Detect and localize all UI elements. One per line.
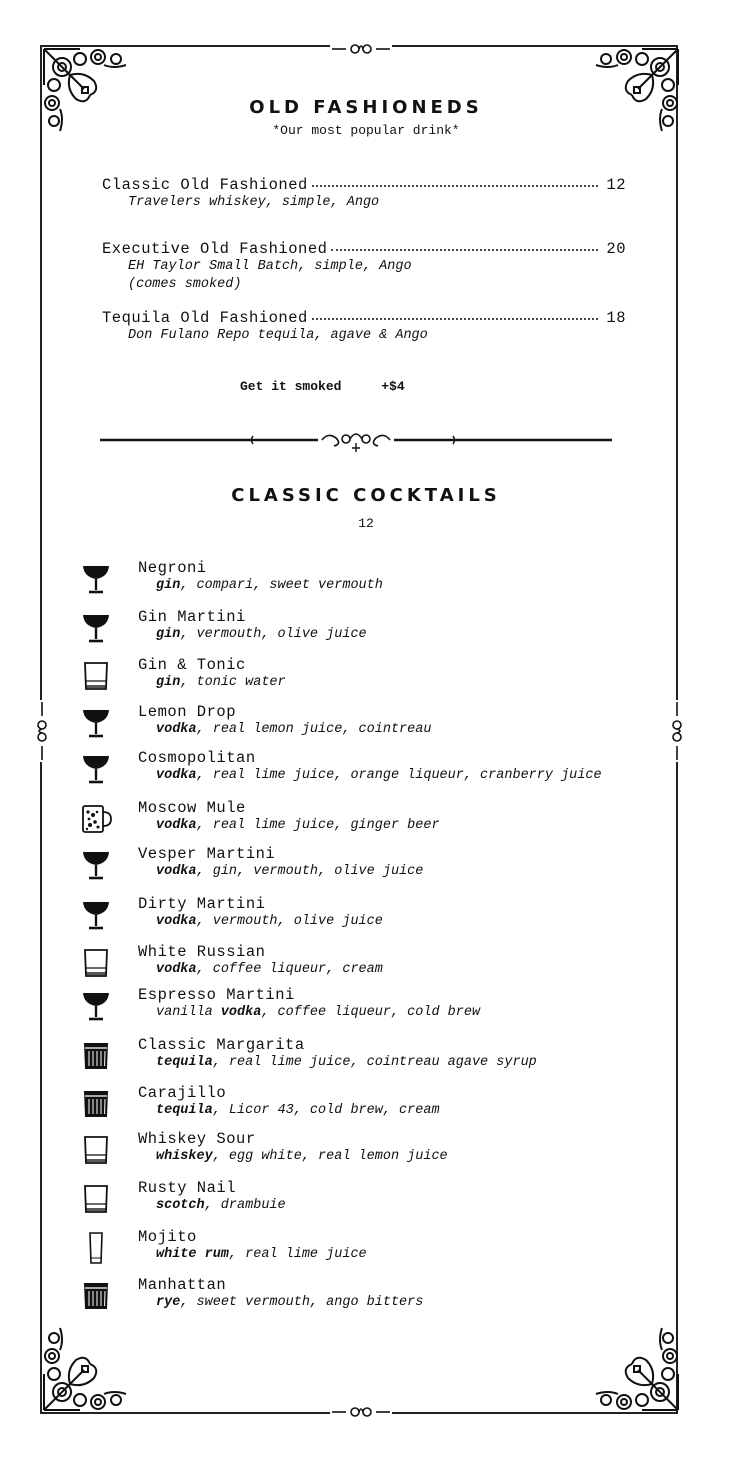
cocktail-name: Lemon Drop [138,703,237,721]
base-spirit: rye [156,1295,181,1310]
cocktail-item [80,1179,680,1223]
cocktail-name: Gin Martini [138,608,246,626]
cocktail-name: Manhattan [138,1276,227,1294]
cocktail-name: Carajillo [138,1084,227,1102]
cocktail-ingredients [156,864,423,879]
dot-leader [312,185,599,187]
cocktail-name: Classic Margarita [138,1036,305,1054]
ingredient-rest: , sweet vermouth, ango bitters [180,1295,424,1310]
cocktail-name: Mojito [138,1228,197,1246]
copper-mug-icon [80,803,112,835]
item-name: Executive Old Fashioned [102,240,328,258]
ingredient-rest: , Licor 43, cold brew, cream [212,1103,440,1118]
ingredient-rest: , vermouth, olive juice [180,627,367,642]
rocks-glass-icon [80,660,112,692]
old-fashioneds-title: OLD FASHIONEDS [249,97,483,118]
cocktail-ingredients [156,1295,423,1310]
base-spirit: vodka [156,864,197,879]
ingredient-rest: , real lime juice, ginger beer [196,818,440,833]
cocktail-item [80,1084,680,1128]
base-spirit: gin [156,578,181,593]
cocktail-ingredients [156,1198,286,1213]
base-spirit: white rum [156,1247,229,1262]
item-price: 12 [606,176,626,194]
top-ornament-icon [330,42,392,58]
cocktail-ingredients [156,722,431,737]
cocktail-item [80,559,680,603]
cocktail-item [80,656,680,700]
ingredient-rest: , real lime juice, orange liqueur, cranberry juice [196,768,602,783]
cocktail-name: Negroni [138,559,207,577]
ingredient-rest: , coffee liqueur, cold brew [261,1005,481,1020]
cocktail-item [80,1130,680,1174]
base-spirit: vodka [156,818,197,833]
cocktail-item [80,749,680,793]
item-price: 20 [606,240,626,258]
ingredient-rest: , compari, sweet vermouth [180,578,383,593]
smoked-price: +$4 [381,379,405,394]
cocktail-item [80,986,680,1030]
cocktail-item [80,1276,680,1320]
cocktail-ingredients [156,1149,448,1164]
old-fashioneds-subtitle: *Our most popular drink* [272,123,460,138]
cocktail-name: Moscow Mule [138,799,246,817]
cocktail-name: Espresso Martini [138,986,295,1004]
item-description: EH Taylor Small Batch, simple, Ango [128,259,412,274]
coupe-glass-icon [80,753,112,785]
cocktail-item [80,799,680,843]
bottom-ornament-icon [330,1403,392,1419]
cocktail-name: Cosmopolitan [138,749,256,767]
item-note: (comes smoked) [128,277,242,292]
rocks-glass-icon [80,947,112,979]
cocktail-ingredients [156,627,367,642]
ingredient-prefix: vanilla [156,1005,221,1020]
section-divider-icon [100,425,612,455]
coupe-glass-icon [80,849,112,881]
left-ornament-icon [33,700,51,762]
dot-leader [312,318,599,320]
base-spirit: tequila [156,1103,213,1118]
cocktail-ingredients [156,768,602,783]
base-spirit: vodka [156,722,197,737]
coupe-glass-icon [80,612,112,644]
coupe-glass-icon [80,990,112,1022]
ingredient-rest: , real lime juice, cointreau agave syrup [212,1055,537,1070]
cocktail-name: Dirty Martini [138,895,266,913]
item-description: Don Fulano Repo tequila, agave & Ango [128,328,428,343]
highball-glass-icon [80,1232,112,1264]
cocktail-name: Whiskey Sour [138,1130,256,1148]
base-spirit: vodka [156,962,197,977]
base-spirit: vodka [220,1005,262,1020]
item-name: Tequila Old Fashioned [102,309,308,327]
menu-item [102,309,626,345]
cocktail-item [80,1228,680,1272]
ingredient-rest: , real lime juice [228,1247,367,1262]
cocktail-name: Gin & Tonic [138,656,246,674]
menu-item [102,176,626,212]
ingredient-rest: , drambuie [204,1198,286,1213]
cocktail-ingredients [156,914,383,929]
cocktail-ingredients [156,1055,537,1070]
cocktail-ingredients [156,578,383,593]
dot-leader [331,249,598,251]
ingredient-rest: , vermouth, olive juice [196,914,383,929]
cocktail-item [80,608,680,652]
cocktail-item [80,1036,680,1080]
ingredient-rest: , gin, vermouth, olive juice [196,864,424,879]
cocktail-ingredients [156,962,383,977]
item-price: 18 [606,309,626,327]
cocktail-name: Rusty Nail [138,1179,237,1197]
coupe-glass-icon [80,707,112,739]
classic-cocktails-title: CLASSIC COCKTAILS [231,485,501,506]
cocktail-ingredients [156,675,286,690]
cocktail-item [80,895,680,939]
cocktail-ingredients [156,1247,367,1262]
item-name: Classic Old Fashioned [102,176,308,194]
classic-cocktails-price: 12 [358,516,374,531]
smoked-upcharge [240,379,405,394]
cocktail-ingredients [156,818,440,833]
base-spirit: tequila [156,1055,213,1070]
ingredient-rest: , coffee liqueur, cream [196,962,383,977]
filled-tumbler-icon [80,1088,112,1120]
filled-tumbler-icon [80,1040,112,1072]
cocktail-item [80,943,680,987]
ingredient-rest: , real lemon juice, cointreau [196,722,432,737]
coupe-glass-icon [80,899,112,931]
menu-item [102,240,626,294]
base-spirit: scotch [156,1198,205,1213]
coupe-glass-icon [80,563,112,595]
rocks-glass-icon [80,1183,112,1215]
cocktail-name: White Russian [138,943,266,961]
base-spirit: gin [156,627,181,642]
rocks-glass-icon [80,1134,112,1166]
cocktail-item [80,703,680,747]
corner-flourish-icon [582,1314,682,1414]
smoked-label: Get it smoked [240,379,342,394]
item-description: Travelers whiskey, simple, Ango [128,195,380,210]
cocktail-ingredients [156,1103,440,1118]
filled-tumbler-icon [80,1280,112,1312]
cocktail-ingredients [156,1005,480,1020]
ingredient-rest: , egg white, real lemon juice [212,1149,448,1164]
base-spirit: vodka [156,914,197,929]
base-spirit: gin [156,675,181,690]
base-spirit: whiskey [156,1149,213,1164]
cocktail-item [80,845,680,889]
ingredient-rest: , tonic water [180,675,286,690]
corner-flourish-icon [40,1314,140,1414]
base-spirit: vodka [156,768,197,783]
cocktail-name: Vesper Martini [138,845,276,863]
